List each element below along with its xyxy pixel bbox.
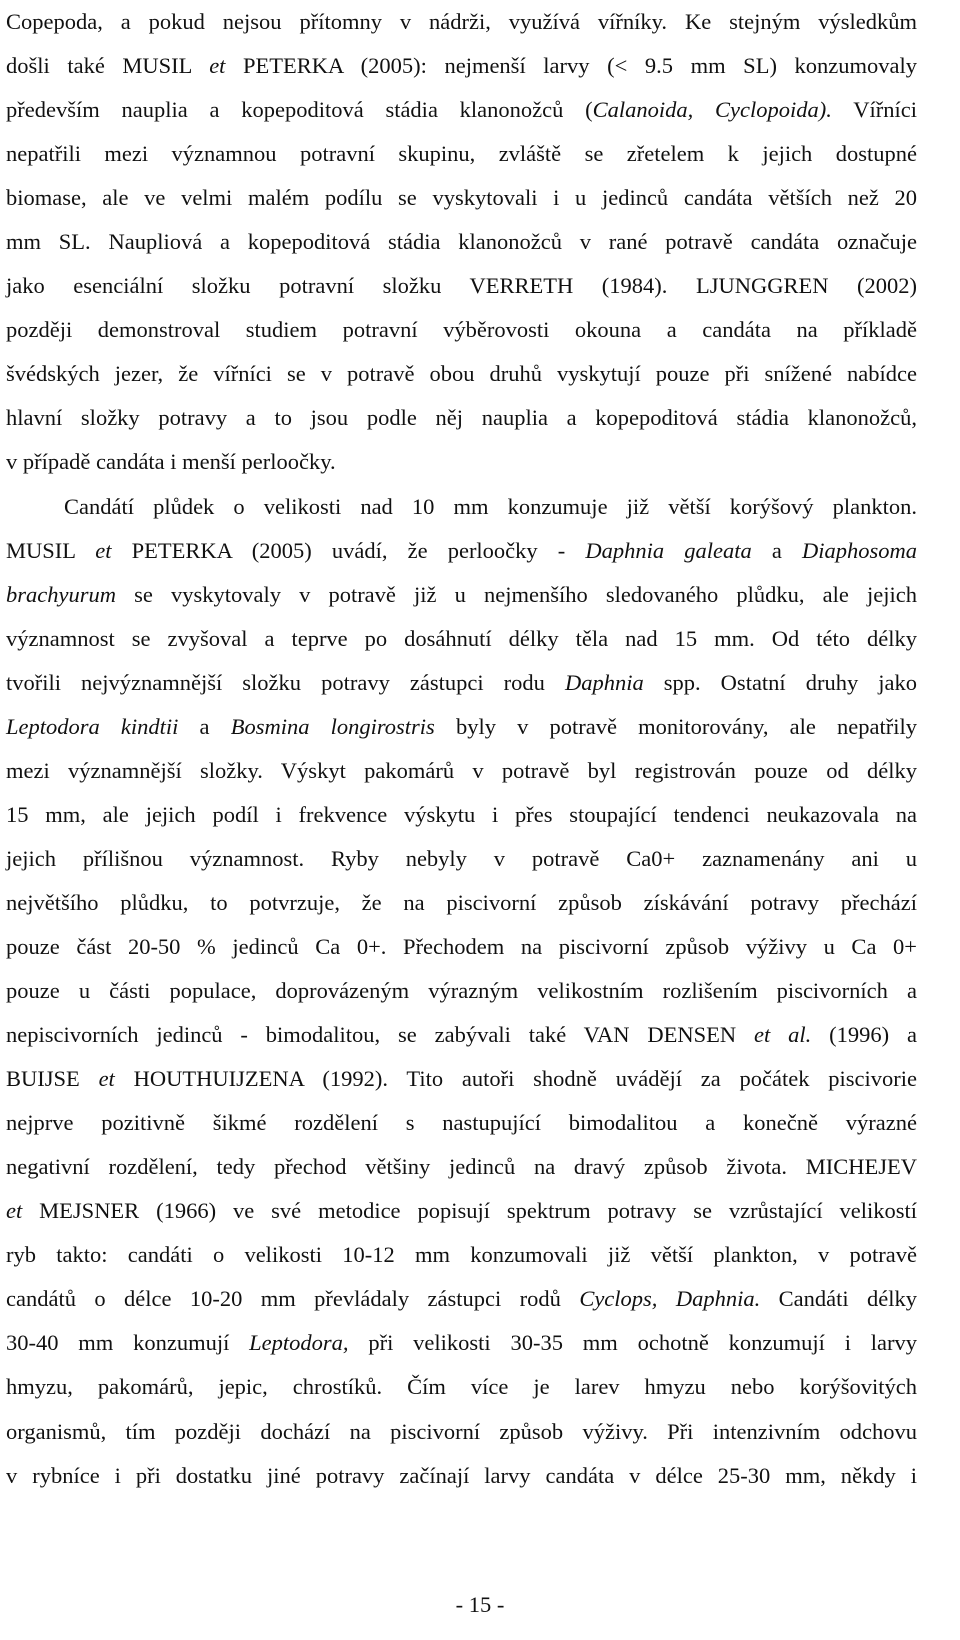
text-line: pouze u části populace, doprovázeným výrazným velikostním rozlišením piscivorních a (6, 978, 917, 1004)
text-line: nepiscivorních jedinců - bimodalitou, se zabývali také VAN DENSEN et al. (1996) a (6, 1022, 917, 1048)
text-line: jejich přílišnou významnost. Ryby nebyly v potravě Ca0+ zaznamenány ani u (6, 845, 917, 871)
text-line: nejprve pozitivně šikmé rozdělení s nastupující bimodalitou a konečně výrazné (6, 1110, 917, 1136)
text-line: BUIJSE et HOUTHUIJZENA (1992). Tito autoři shodně uvádějí za počátek piscivorie (6, 1066, 917, 1092)
text-line: především nauplia a kopepoditová stádia klanonožců (Calanoida, Cyclopoida). Vířníci (6, 97, 917, 123)
document-body (6, 0, 917, 1498)
text-line: Copepoda, a pokud nejsou přítomny v nádrži, využívá vířníky. Ke stejným výsledkům (6, 9, 917, 34)
text-line: v rybníce i při dostatku jiné potravy začínají larvy candáta v délce 25-30 mm, někdy i (6, 1462, 917, 1488)
text-line: candátů o délce 10-20 mm převládaly zástupci rodů Cyclops, Daphnia. Candáti délky (6, 1286, 917, 1312)
text-line: negativní rozdělení, tedy přechod většiny jedinců na dravý způsob života. MICHEJEV (6, 1154, 917, 1180)
text-line: v případě candáta i menší perloočky. (6, 449, 336, 475)
text-line: největšího plůdku, to potvrzuje, že na piscivorní způsob získávání potravy přechází (6, 889, 917, 915)
text-line: významnost se zvyšoval a teprve po dosáhnutí délky těla nad 15 mm. Od této délky (6, 625, 917, 651)
text-line: později demonstroval studiem potravní výběrovosti okouna a candáta na příkladě (6, 317, 917, 343)
text-line: pouze část 20-50 % jedinců Ca 0+. Přechodem na piscivorní způsob výživy u Ca 0+ (6, 933, 917, 959)
text-line: hlavní složky potravy a to jsou podle něj nauplia a kopepoditová stádia klanonožců, (6, 405, 917, 431)
page-number: - 15 - (455, 1592, 505, 1617)
text-line: ryb takto: candáti o velikosti 10-12 mm konzumovali již větší plankton, v potravě (6, 1242, 917, 1268)
text-line: organismů, tím později dochází na piscivorní způsob výživy. Při intenzivním odchovu (6, 1418, 917, 1444)
text-line: mezi významnější složky. Výskyt pakomárů v potravě byl registrován pouze od délky (6, 757, 917, 783)
text-line: et MEJSNER (1966) ve své metodice popisují spektrum potravy se vzrůstající velikostí (6, 1198, 917, 1224)
text-line: došli také MUSIL et PETERKA (2005): nejmenší larvy (< 9.5 mm SL) konzumovaly (6, 53, 918, 79)
text-line: mm SL. Naupliová a kopepoditová stádia klanonožců v rané potravě candáta označuje (6, 229, 917, 255)
text-line: brachyurum se vyskytovaly v potravě již u nejmenšího sledovaného plůdku, ale jejich (6, 581, 917, 607)
text-line: 30-40 mm konzumují Leptodora, při velikosti 30-35 mm ochotně konzumují i larvy (6, 1330, 917, 1356)
text-line: švédských jezer, že vířníci se v potravě obou druhů vyskytují pouze při snížené nabídce (6, 361, 917, 387)
text-line: hmyzu, pakomárů, jepic, chrostíků. Čím více je larev hmyzu nebo korýšovitých (6, 1374, 917, 1400)
text-line: jako esenciální složku potravní složku VERRETH (1984). LJUNGGREN (2002) (6, 273, 917, 299)
paragraph-first-line: Candátí plůdek o velikosti nad 10 mm konzumuje již větší korýšový plankton. (64, 493, 917, 519)
text-line: MUSIL et PETERKA (2005) uvádí, že perloočky - Daphnia galeata a Diaphosoma (6, 537, 917, 563)
text-line: biomase, ale ve velmi malém podílu se vyskytovali i u jedinců candáta větších než 20 (6, 185, 917, 211)
text-line: Leptodora kindtii a Bosmina longirostris byly v potravě monitorovány, ale nepatřily (6, 713, 917, 739)
text-line: tvořili nejvýznamnější složku potravy zástupci rodu Daphnia spp. Ostatní druhy jako (6, 669, 918, 695)
text-line: nepatřili mezi významnou potravní skupinu, zvláště se zřetelem k jejich dostupné (6, 141, 917, 167)
text-line: 15 mm, ale jejich podíl i frekvence výskytu i přes stoupající tendenci neukazovala na (6, 801, 917, 827)
